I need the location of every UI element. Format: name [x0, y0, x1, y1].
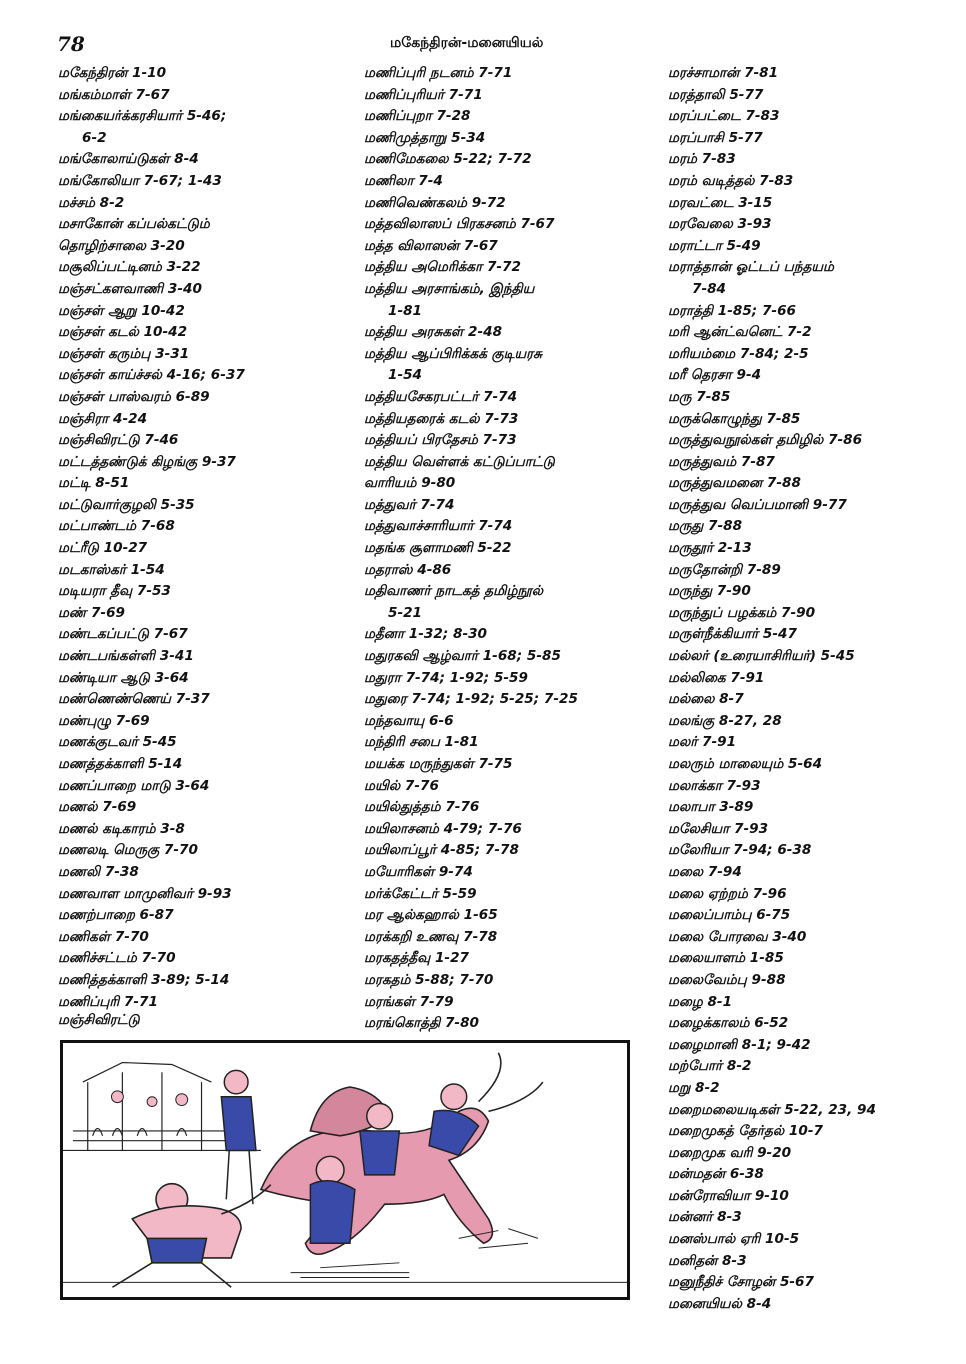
index-entry: மலேரியா 7-94; 6-38 — [668, 842, 812, 859]
index-entry: வாரியம் 9-80 — [364, 475, 456, 492]
index-entry: மன்னர் 8-3 — [668, 1209, 742, 1226]
index-entry: மரங்கள் 7-79 — [364, 993, 454, 1010]
index-entry: மயோரிகள் 9-74 — [364, 863, 473, 880]
index-entry: மழை 8-1 — [668, 993, 733, 1010]
index-entry: மராத்தான் ஓட்டப் பந்தயம் — [668, 259, 834, 276]
index-entry: மல்லர் (உரையாசிரியர்) 5-45 — [668, 648, 855, 665]
index-entry: மசாகோன் கப்பல்கட்டும் — [58, 216, 210, 233]
index-entry: மணலி 7-38 — [58, 863, 139, 880]
index-entry: மலர் 7-91 — [668, 734, 737, 751]
index-entry: 6-2 — [82, 129, 107, 146]
index-entry: மருக்கொழுந்து 7-85 — [668, 410, 801, 427]
index-entry: மருதோன்றி 7-89 — [668, 561, 781, 578]
index-entry: மரங்கொத்தி 7-80 — [364, 1015, 479, 1032]
index-entry: மந்தவாயு 6-6 — [364, 712, 454, 729]
index-entry: மணற்பாறை 6-87 — [58, 907, 174, 924]
index-entry: மத்திய வெள்ளக் கட்டுப்பாட்டு — [364, 453, 555, 470]
index-entry: மனஸ்பால் ஏரி 10-5 — [668, 1231, 800, 1248]
index-entry: மரத்தாலி 5-77 — [668, 86, 764, 103]
index-entry: மராட்டா 5-49 — [668, 237, 761, 254]
index-entry: மறு 8-2 — [668, 1079, 720, 1096]
index-entry: மன்மதன் 6-38 — [668, 1166, 764, 1183]
index-entry: மணல் 7-69 — [58, 799, 137, 816]
index-entry: மங்கோலியா 7-67; 1-43 — [58, 172, 222, 189]
index-entry: மற்போர் 8-2 — [668, 1058, 752, 1075]
index-entry: மரப்பாசி 5-77 — [668, 129, 763, 146]
index-entry: மணிச்சட்டம் 7-70 — [58, 950, 176, 967]
index-entry: மணிமுத்தாறு 5-34 — [364, 129, 486, 146]
index-entry: மண்புழு 7-69 — [58, 712, 150, 729]
index-entry: மருந்துப் பழக்கம் 7-90 — [668, 604, 816, 621]
index-entry: மத்தியசேகரபட்டர் 7-74 — [364, 388, 518, 405]
index-entry: மதராஸ் 4-86 — [364, 561, 452, 578]
index-entry: மரீ தெரசா 9-4 — [668, 367, 762, 384]
index-entry: மத்தவிலாஸப் பிரகசனம் 7-67 — [364, 216, 555, 233]
bull-taming-illustration — [60, 1040, 630, 1300]
index-entry: தொழிற்சாலை 3-20 — [58, 237, 185, 254]
index-entry: மலாக்கா 7-93 — [668, 777, 761, 794]
index-entry: மணிப்புரி 7-71 — [58, 993, 158, 1010]
index-entry: மழைமானி 8-1; 9-42 — [668, 1036, 811, 1053]
index-entry: மலரும் மாலையும் 5-64 — [668, 756, 823, 772]
index-entry: மங்கம்மாள் 7-67 — [58, 86, 170, 103]
page-number: 78 — [57, 32, 85, 56]
index-entry: மல்லிகை 7-91 — [668, 669, 765, 686]
index-entry: மயில் 7-76 — [364, 777, 439, 794]
index-entry: மலையாளம் 1-85 — [668, 950, 784, 967]
index-entry: மலை 7-94 — [668, 863, 742, 880]
index-entry: 1-54 — [388, 367, 423, 384]
index-entry: மணிமேகலை 5-22; 7-72 — [364, 151, 532, 168]
index-entry: மர ஆல்கஹால் 1-65 — [364, 907, 498, 924]
index-entry: மலாபா 3-89 — [668, 799, 754, 816]
index-entry: மண்டகப்பட்டு 7-67 — [58, 626, 188, 643]
index-entry: மணித்தக்காளி 3-89; 5-14 — [58, 971, 230, 988]
index-entry: மணிகள் 7-70 — [58, 928, 149, 945]
index-entry: மஞ்சட்களவாணி 3-40 — [58, 280, 202, 297]
index-entry: மருத்துவமனை 7-88 — [668, 475, 801, 492]
index-entry: மதங்க சூளாமணி 5-22 — [364, 540, 512, 557]
index-entry: மண்டபங்கள்ளி 3-41 — [58, 648, 194, 665]
index-entry: மட்ரீடு 10-27 — [58, 540, 148, 557]
index-entry: மரக்கறி உணவு 7-78 — [364, 928, 498, 945]
index-entry: மனையியல் 8-4 — [668, 1295, 772, 1312]
index-entry: மரகதத்தீவு 1-27 — [364, 950, 469, 967]
index-entry: மணக்குடவர் 5-45 — [58, 734, 177, 751]
index-column-1 — [58, 63, 348, 1013]
index-entry: 7-84 — [692, 280, 727, 297]
index-entry: மஞ்சிரா 4-24 — [58, 410, 148, 427]
index-entry: மரம் வடித்தல் 7-83 — [668, 172, 794, 189]
index-entry: மங்கோலாய்டுகள் 8-4 — [58, 151, 199, 168]
index-entry: மட்டுவார்குழலி 5-35 — [58, 496, 195, 513]
index-entry: மணிவெண்கலம் 9-72 — [364, 194, 506, 211]
index-entry: மணப்பாறை மாடு 3-64 — [58, 777, 210, 794]
index-entry: மடகாஸ்கர் 1-54 — [58, 561, 165, 578]
index-entry: மட்டி 8-51 — [58, 475, 130, 492]
index-entry: மஞ்சள் கரும்பு 3-31 — [58, 345, 190, 362]
index-entry: மத்திய அமெரிக்கா 7-72 — [364, 259, 521, 276]
index-entry: மஞ்சள் ஆறு 10-42 — [58, 302, 185, 319]
index-entry: மரப்பட்டை 7-83 — [668, 108, 780, 125]
index-entry: மருத்துவ வெப்பமானி 9-77 — [668, 496, 847, 513]
index-entry: மறைமுக வரி 9-20 — [668, 1144, 792, 1161]
index-entry: மனுநீதிச் சோழன் 5-67 — [668, 1274, 814, 1291]
index-entry: மலைப்பாம்பு 6-75 — [668, 907, 791, 924]
index-entry: மஞ்சிவிரட்டு 7-46 — [58, 432, 179, 449]
index-entry: மரவட்டை 3-15 — [668, 194, 773, 211]
index-entry: மண்ணெண்ணெய் 7-37 — [58, 691, 210, 708]
index-entry: 5-21 — [388, 604, 423, 621]
index-entry: மணிப்புறா 7-28 — [364, 108, 471, 125]
index-entry: மல்லை 8-7 — [668, 691, 744, 708]
illustration-caption: மஞ்சிவிரட்டு — [58, 1012, 140, 1028]
index-entry: மழைக்காலம் 6-52 — [668, 1015, 789, 1032]
index-entry: மத்திய ஆப்பிரிக்கக் குடியரசு — [364, 345, 542, 362]
index-entry: மண்டியா ஆடு 3-64 — [58, 669, 189, 686]
index-entry: மத்துவாச்சாரியார் 7-74 — [364, 518, 513, 535]
index-entry: மத்தியதரைக் கடல் 7-73 — [364, 410, 519, 427]
index-entry: மணலடி மெருகு 7-70 — [58, 842, 198, 859]
index-entry: மயிலாப்பூர் 4-85; 7-78 — [364, 842, 519, 859]
index-entry: மராத்தி 1-85; 7-66 — [668, 302, 796, 319]
index-entry: மறைமுகத் தேர்தல் 10-7 — [668, 1123, 823, 1140]
index-entry: மரகதம் 5-88; 7-70 — [364, 971, 494, 988]
index-entry: மஞ்சள் காய்ச்சல் 4-16; 6-37 — [58, 367, 245, 384]
index-entry: மர்க்கேட்டர் 5-59 — [364, 885, 477, 902]
index-entry: மருத்துவம் 7-87 — [668, 453, 775, 470]
index-entry: மறைமலையடிகள் 5-22, 23, 94 — [668, 1101, 876, 1118]
index-entry: மருதூர் 2-13 — [668, 540, 752, 557]
index-entry: மரச்சாமான் 7-81 — [668, 65, 779, 81]
index-column-3 — [668, 63, 958, 1315]
index-entry: மலங்கு 8-27, 28 — [668, 712, 782, 729]
index-entry: மருள்நீக்கியார் 5-47 — [668, 626, 797, 643]
index-entry: மரி ஆன்ட்வனெட் 7-2 — [668, 324, 812, 341]
index-entry: மட்பாண்டம் 7-68 — [58, 518, 175, 535]
index-entry: மத்தியப் பிரதேசம் 7-73 — [364, 432, 517, 449]
index-entry: மடியரா தீவு 7-53 — [58, 583, 171, 600]
index-entry: மணல் கடிகாரம் 3-8 — [58, 820, 185, 837]
index-entry: மதுரை 7-74; 1-92; 5-25; 7-25 — [364, 691, 578, 708]
index-entry: மனிதன் 8-3 — [668, 1252, 747, 1269]
index-entry: மருது 7-88 — [668, 518, 743, 535]
index-entry: மத்திய அரசாங்கம், இந்திய — [364, 280, 535, 297]
index-entry: மட்டத்தண்டுக் கிழங்கு 9-37 — [58, 453, 236, 470]
index-entry: மணத்தக்காளி 5-14 — [58, 756, 183, 772]
index-entry: மலைவேம்பு 9-88 — [668, 971, 786, 988]
index-entry: மயிலாசனம் 4-79; 7-76 — [364, 820, 522, 837]
index-entry: 1-81 — [388, 302, 423, 319]
index-entry: மரம் 7-83 — [668, 151, 736, 168]
index-entry: மண் 7-69 — [58, 604, 125, 621]
index-entry: மருந்து 7-90 — [668, 583, 751, 600]
index-entry: மச்சம் 8-2 — [58, 194, 125, 211]
index-entry: மணவாள மாமுனிவர் 9-93 — [58, 885, 232, 902]
index-entry: மரவேலை 3-93 — [668, 216, 772, 233]
index-entry: மலேசியா 7-93 — [668, 820, 769, 837]
index-entry: மன்ரோவியா 9-10 — [668, 1187, 789, 1204]
index-entry: மதுரா 7-74; 1-92; 5-59 — [364, 669, 528, 686]
index-entry: மயில்துத்தம் 7-76 — [364, 799, 480, 816]
index-entry: மரியம்மை 7-84; 2-5 — [668, 345, 809, 362]
index-entry: மத்திய அரசுகள் 2-48 — [364, 324, 503, 341]
index-entry: மஞ்சள் பாஸ்வரம் 6-89 — [58, 388, 210, 405]
index-entry: மணிப்புரியர் 7-71 — [364, 86, 483, 103]
index-entry: மதிவாணர் நாடகத் தமிழ்நூல் — [364, 583, 543, 600]
index-entry: மசூலிப்பட்டினம் 3-22 — [58, 259, 201, 276]
index-column-2 — [364, 63, 654, 1035]
index-entry: மரு 7-85 — [668, 388, 731, 405]
index-entry: மலை போரவை 3-40 — [668, 928, 807, 945]
running-head: மகேந்திரன்-மனையியல் — [390, 35, 544, 51]
index-entry: மதுரகவி ஆழ்வார் 1-68; 5-85 — [364, 648, 561, 665]
index-entry: மஞ்சள் கடல் 10-42 — [58, 324, 188, 341]
index-entry: மணிலா 7-4 — [364, 172, 443, 189]
index-entry: மந்திரி சபை 1-81 — [364, 734, 479, 751]
index-entry: மருத்துவநூல்கள் தமிழில் 7-86 — [668, 432, 863, 449]
index-entry: மகேந்திரன் 1-10 — [58, 65, 167, 81]
index-entry: மயக்க மருந்துகள் 7-75 — [364, 756, 513, 772]
index-entry: மத்த விலாஸன் 7-67 — [364, 237, 498, 254]
index-entry: மத்துவர் 7-74 — [364, 496, 455, 513]
index-entry: மங்கையர்க்கரசியார் 5-46; — [58, 108, 227, 125]
index-entry: மலை ஏற்றம் 7-96 — [668, 885, 787, 902]
index-entry: மதீனா 1-32; 8-30 — [364, 626, 488, 643]
index-entry: மணிப்புரி நடனம் 7-71 — [364, 65, 513, 81]
